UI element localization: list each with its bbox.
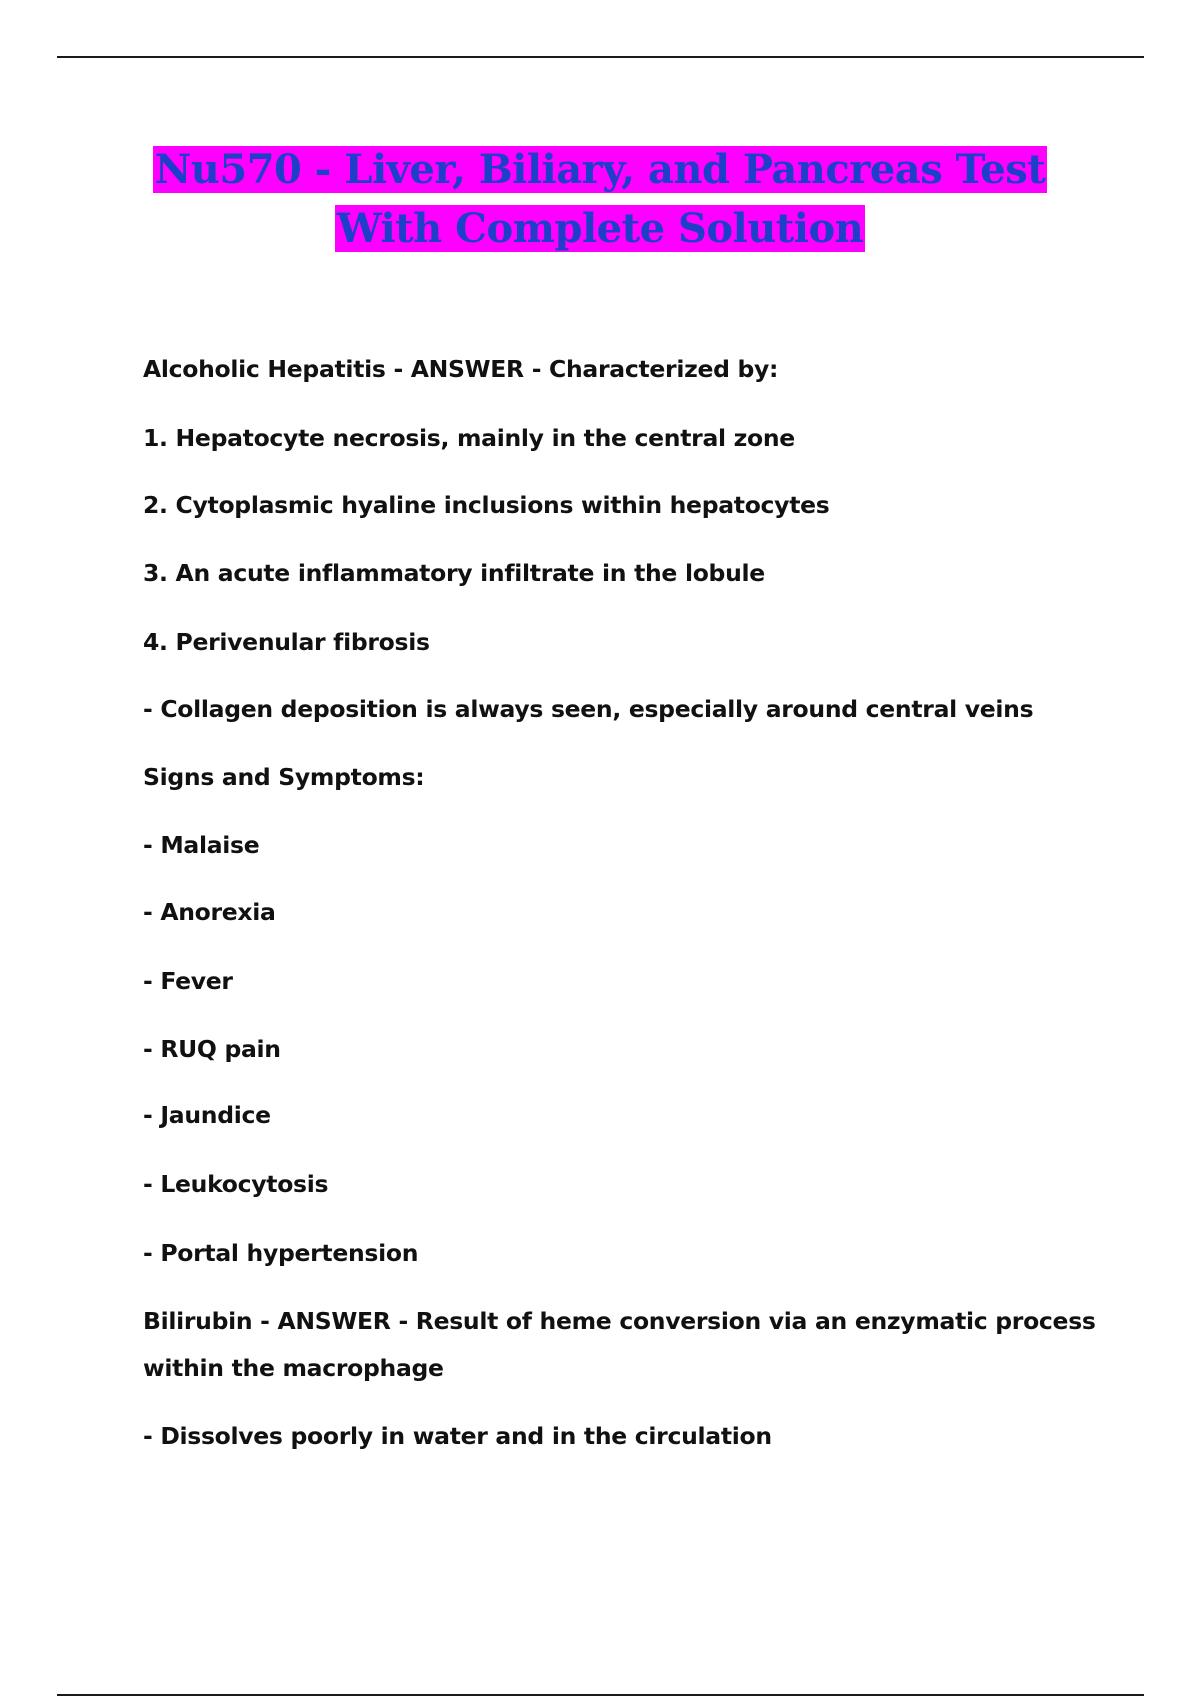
list-item: 3. An acute inflammatory infiltrate in the lobule xyxy=(143,559,765,587)
list-item: - Portal hypertension xyxy=(143,1239,419,1267)
qa-alcoholic-hepatitis-question: Alcoholic Hepatitis - ANSWER - Characterized by: xyxy=(143,355,779,383)
bottom-divider xyxy=(57,1694,1144,1696)
list-item: - Fever xyxy=(143,967,233,995)
list-item: - Collagen deposition is always seen, especially around central veins xyxy=(143,695,1034,723)
list-item: - Malaise xyxy=(143,831,260,859)
qa-bilirubin-question: Bilirubin - ANSWER - Result of heme conversion via an enzymatic process xyxy=(143,1307,1096,1335)
section-heading: Signs and Symptoms: xyxy=(143,763,425,791)
title-line-2: With Complete Solution xyxy=(336,205,864,252)
list-item: - Anorexia xyxy=(143,898,276,926)
list-item: 1. Hepatocyte necrosis, mainly in the central zone xyxy=(143,424,795,452)
list-item: 4. Perivenular fibrosis xyxy=(143,628,430,656)
list-item: - Leukocytosis xyxy=(143,1170,329,1198)
list-item: - RUQ pain xyxy=(143,1035,281,1063)
list-item: - Dissolves poorly in water and in the circulation xyxy=(143,1422,772,1450)
qa-bilirubin-continuation: within the macrophage xyxy=(143,1354,444,1382)
list-item: 2. Cytoplasmic hyaline inclusions within hepatocytes xyxy=(143,491,830,519)
top-divider xyxy=(57,56,1144,58)
list-item: - Jaundice xyxy=(143,1101,271,1129)
title-line-1: Nu570 - Liver, Biliary, and Pancreas Test xyxy=(154,146,1046,193)
document-title xyxy=(60,140,1140,258)
